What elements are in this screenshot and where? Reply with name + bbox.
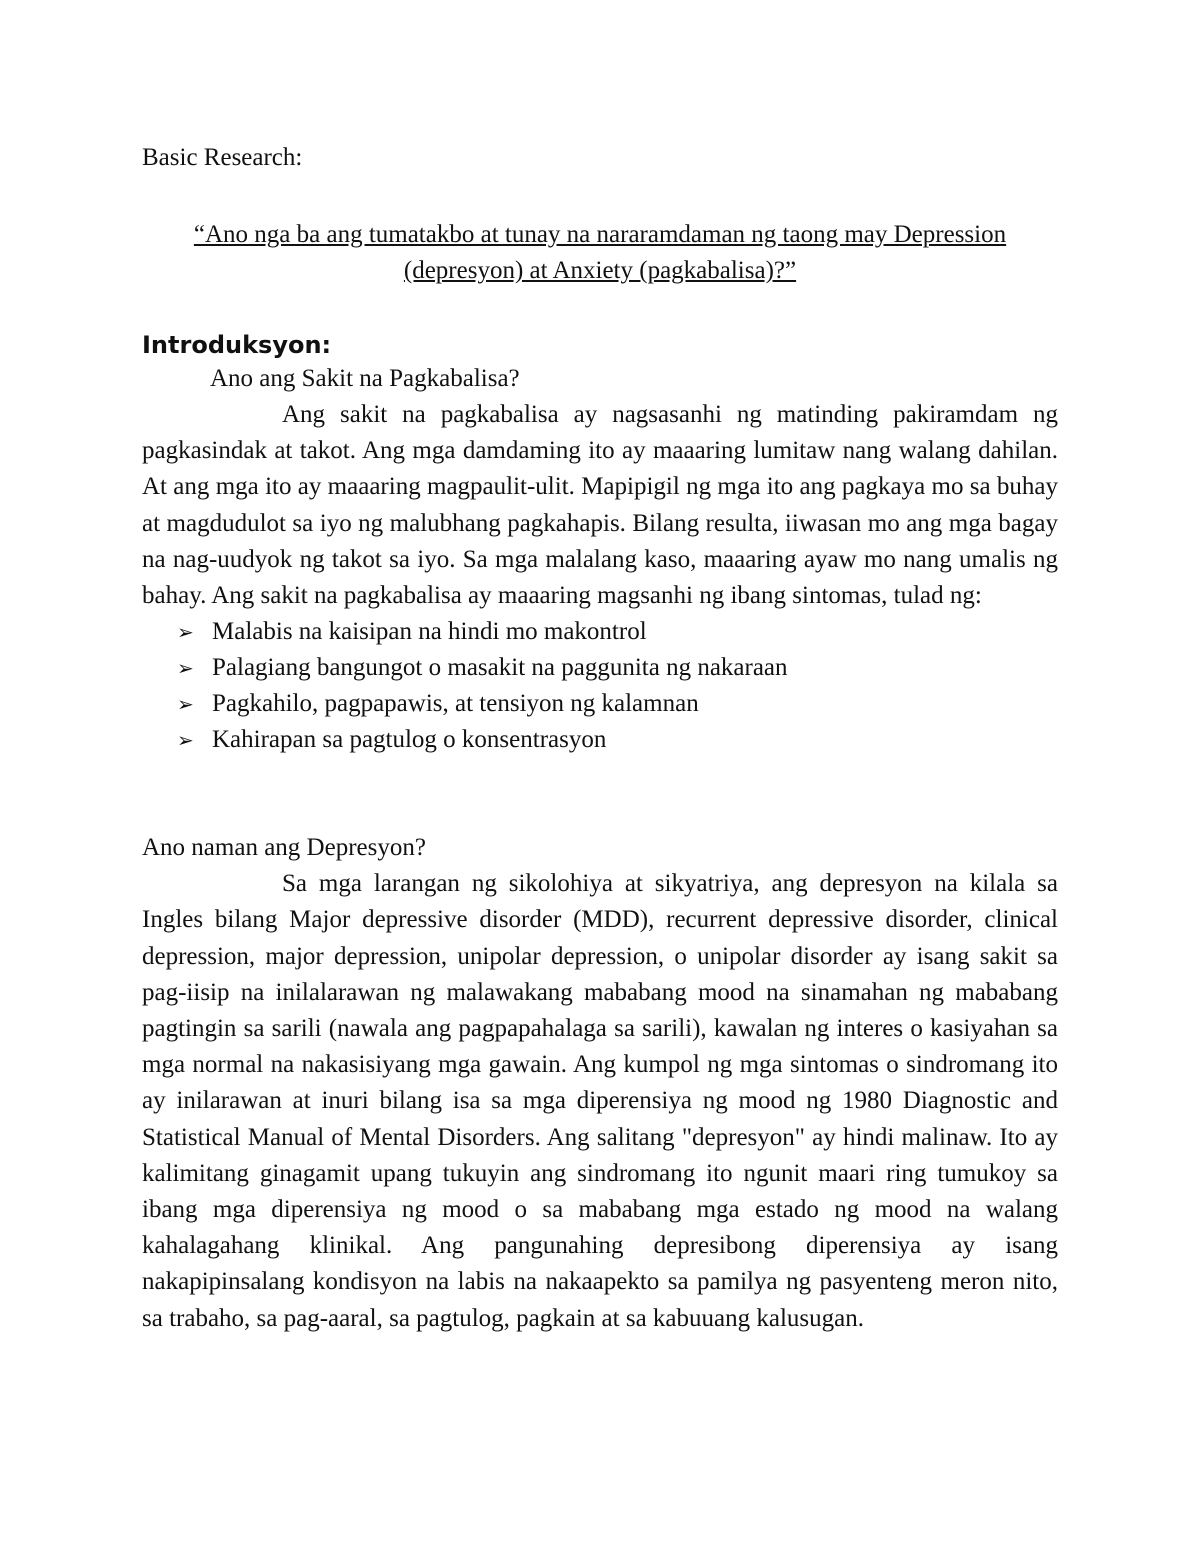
symptom-text: Pagkahilo, pagpapawis, at tensiyon ng kalamnan (212, 690, 699, 718)
list-item (142, 614, 1058, 650)
symptom-text: Kahirapan sa pagtulog o konsentrasyon (212, 726, 607, 754)
document-page (142, 140, 1058, 1337)
arrowhead-bullet-icon: ➢ (177, 728, 194, 753)
arrowhead-bullet-icon: ➢ (177, 656, 194, 681)
blank-space (142, 758, 1058, 830)
anxiety-paragraph: Ang sakit na pagkabalisa ay nagsasanhi ng matinding pakiramdam ng pagkasindak at takot. Ang mga damdaming ito ay maaaring lumitaw nang walang dahilan. At ang mga ito ay maaaring magpaulit-ulit. Mapipigil ng mga ito ang pagkaya mo sa buhay at magdudulot sa iyo ng malubhang pagkahapis. Bilang resulta, iiwasan mo ang mga bagay na nag-uudyok ng takot sa iyo. Sa mga malalang kaso, maaaring ayaw mo nang umalis ng bahay. Ang sakit na pagkabalisa ay maaaring magsanhi ng ibang sintomas, tulad ng: (142, 401, 1058, 610)
research-title-line-2: (depresyon) at Anxiety (pagkabalisa)?” (403, 257, 797, 284)
list-item (142, 686, 1058, 722)
depression-paragraph: Sa mga larangan ng sikolohiya at sikyatriya, ang depresyon na kilala sa Ingles bilang Major depressive disorder (MDD), recurrent depressive disorder, clinical depression, major depression, unipolar depression, o unipolar disorder ay isang sakit sa pag-iisip na inilalarawan ng malawakang mababang mood na sinamahan ng mababang pagtingin sa sarili (nawala ang pagpapahalaga sa sarili), kawalan ng interes o kasiyahan sa mga normal na nakasisiyang mga gawain. Ang kumpol ng mga sintomas o sindromang ito ay inilarawan at inuri bilang isa sa mga diperensiya ng mood ng 1980 Diagnostic and Statistical Manual of Mental Disorders. Ang salitang "depresyon" ay hindi malinaw. Ito ay kalimitang ginagamit upang tukuyin ang sindromang ito ngunit maari ring tumukoy sa ibang mga diperensiya ng mood o sa mababang mga estado ng mood na walang kahalagahang klinikal. Ang pangunahing depresibong diperensiya ay isang nakapipinsalang kondisyon na labis na nakaapekto sa pamilya ng pasyenteng meron nito, sa trabaho, sa pag-aaral, sa pagtulog, pagkain at sa kabuuang kalusugan. (142, 870, 1058, 1332)
research-title-line-1: “Ano nga ba ang tumatakbo at tunay na nararamdaman ng taong may Depression (193, 221, 1007, 248)
document-label: Basic Research: (142, 144, 303, 171)
arrowhead-bullet-icon: ➢ (177, 692, 194, 717)
research-title (142, 217, 1058, 289)
anxiety-subheading: Ano ang Sakit na Pagkabalisa? (210, 365, 520, 392)
symptom-text: Malabis na kaisipan na hindi mo makontrol (212, 618, 647, 646)
introduction-heading: Introduksyon: (142, 331, 332, 359)
arrowhead-bullet-icon: ➢ (177, 620, 194, 645)
depression-subheading: Ano naman ang Depresyon? (142, 834, 426, 862)
list-item (142, 650, 1058, 686)
list-item (142, 722, 1058, 758)
symptom-text: Palagiang bangungot o masakit na paggunita ng nakaraan (212, 654, 788, 682)
symptom-list (142, 614, 1058, 758)
